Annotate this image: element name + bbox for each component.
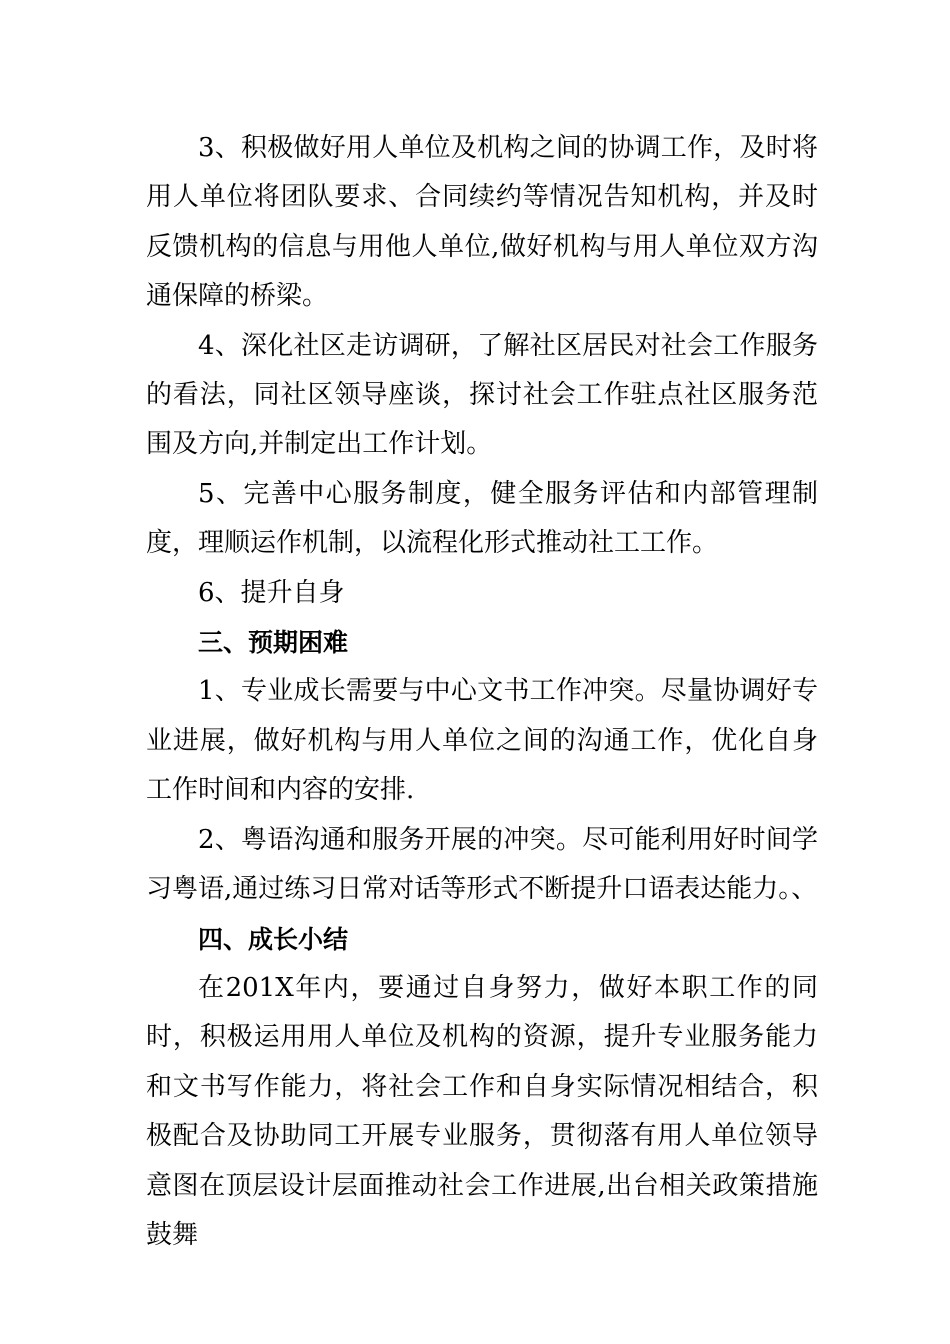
section-heading-expected-difficulties: 三、预期困难 [198,628,349,658]
section-heading-growth-summary: 四、成长小结 [198,924,349,954]
paragraph-service-system: 5、完善中心服务制度，健全服务评估和内部管理制度，理顺运作机制，以流程化形式推动社工工作。 [146,478,818,559]
paragraph-self-improvement: 6、提升自身 [198,577,345,608]
paragraph-community-research: 4、深化社区走访调研，了解社区居民对社会工作服务的看法，同社区领导座谈，探讨社会工作驻点社区服务范围及方向,并制定出工作计划。 [146,330,818,460]
document-body [146,124,818,1260]
paragraph-difficulty-2: 2、粤语沟通和服务开展的冲突。尽可能利用好时间学习粤语,通过练习日常对话等形式不断提升口语表达能力。、 [146,824,818,905]
paragraph-difficulty-1: 1、专业成长需要与中心文书工作冲突。尽量协调好专业进展，做好机构与用人单位之间的沟通工作，优化自身工作时间和内容的安排. [146,676,818,806]
paragraph-coordination: 3、积极做好用人单位及机构之间的协调工作，及时将用人单位将团队要求、合同续约等情况告知机构，并及时反馈机构的信息与用他人单位,做好机构与用人单位双方沟通保障的桥梁。 [146,133,818,312]
paragraph-growth-summary: 在201X年内，要通过自身努力，做好本职工作的同时，积极运用用人单位及机构的资源，提升专业服务能力和文书写作能力，将社会工作和自身实际情况相结合，积极配合及协助同工开展专业服务，贯彻落有用人单位领导意图在顶层设计层面推动社会工作进展,出台相关政策措施鼓舞 [146,972,818,1250]
